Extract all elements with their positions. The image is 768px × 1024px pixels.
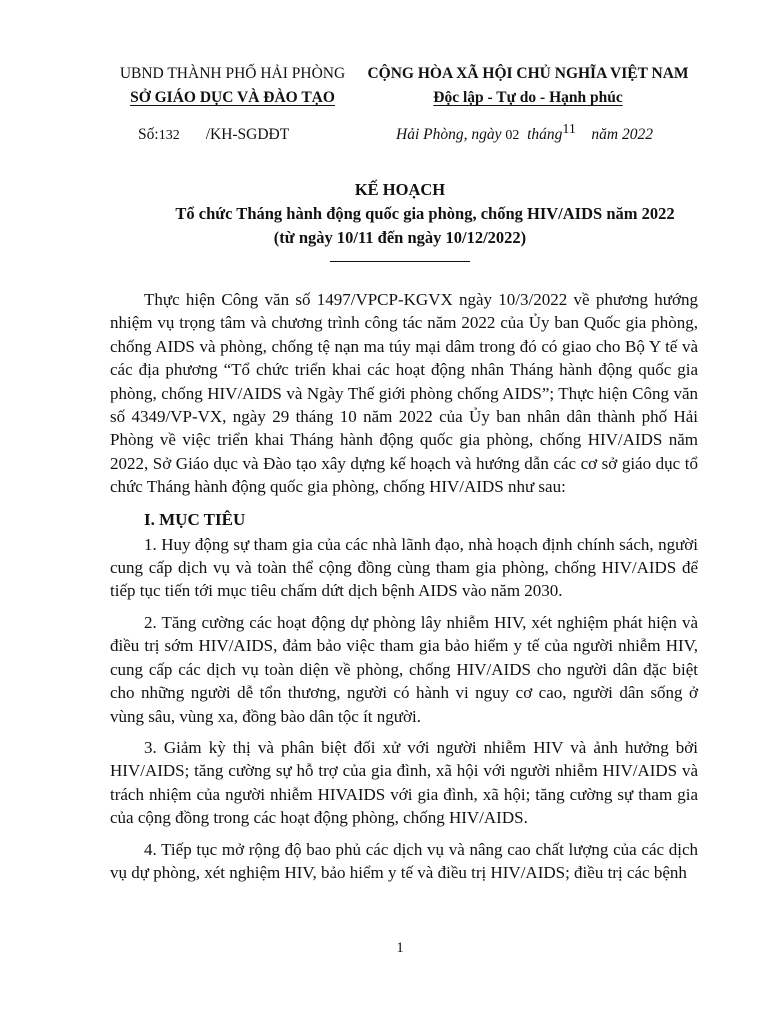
section-heading: I. MỤC TIÊU bbox=[144, 509, 246, 529]
document-title: KẾ HOẠCH bbox=[354, 180, 446, 199]
document-subtitle: Tổ chức Tháng hành động quốc gia phòng, chống HIV/AIDS năm 2022 bbox=[175, 204, 675, 223]
authority-line-1: UBND THÀNH PHỐ HẢI PHÒNG bbox=[119, 65, 346, 82]
dateline-place: Hải Phòng, ngày bbox=[396, 126, 502, 143]
reference-number: 132 bbox=[158, 128, 180, 143]
dateline-month: 11 bbox=[562, 122, 576, 137]
dateline-day: 02 bbox=[505, 128, 520, 143]
objective-item-1: 1. Huy động sự tham gia của các nhà lãnh đạo, nhà hoạch định chính sách, người cung cấp dịch vụ và toàn thể cộng đồng cùng tham gia phòng, chống HIV/AIDS để tiếp tục tiến tới mục tiêu chấm dứt dịch bệnh AIDS vào năm 2030. bbox=[110, 534, 698, 601]
national-motto bbox=[358, 62, 698, 110]
objective-item-3: 3. Giảm kỳ thị và phân biệt đối xử với người nhiễm HIV và ảnh hưởng bởi HIV/AIDS; tăng cường sự hỗ trợ của gia đình, xã hội với người nhiễm HIV/AIDS và trách nhiệm của người nhiễm HIVAIDS với gia đình, xã hội; tăng cường sự tham gia của cộng đồng trong các hoạt động phòng, chống HIV/AIDS. bbox=[110, 737, 698, 828]
dateline-year: năm 2022 bbox=[591, 126, 653, 143]
page-number: 1 bbox=[396, 940, 404, 956]
motto: Độc lập - Tự do - Hạnh phúc bbox=[433, 89, 623, 106]
authority-line-2: SỞ GIÁO DỤC VÀ ĐÀO TẠO bbox=[130, 89, 335, 106]
title-divider bbox=[330, 261, 470, 262]
issuing-authority bbox=[100, 62, 365, 110]
intro-paragraph: Thực hiện Công văn số 1497/VPCP-KGVX ngày 10/3/2022 về phương hướng nhiệm vụ trọng tâm và chương trình công tác năm 2022 của Ủy ban Quốc gia phòng, chống AIDS và phòng, chống tệ nạn ma túy mại dâm trong đó có giao cho Bộ Y tế và các địa phương “Tổ chức triển khai các hoạt động nhân Tháng hành động quốc gia phòng, chống HIV/AIDS và Ngày Thế giới phòng chống AIDS”; Thực hiện Công văn số 4349/VP-VX, ngày 29 tháng 10 năm 2022 của Ủy ban nhân dân thành phố Hải Phòng về việc triển khai Tháng hành động quốc gia phòng, chống HIV/AIDS năm 2022, Sở Giáo dục và Đào tạo xây dựng kế hoạch và hướng dẫn các cơ sở giáo dục tổ chức Tháng hành động quốc gia phòng, chống HIV/AIDS như sau: bbox=[110, 290, 698, 497]
country-name: CỘNG HÒA XÃ HỘI CHỦ NGHĨA VIỆT NAM bbox=[367, 65, 689, 82]
document-title-block bbox=[100, 178, 700, 250]
objective-item-2: 2. Tăng cường các hoạt động dự phòng lây nhiễm HIV, xét nghiệm phát hiện và điều trị sớm HIV/AIDS, đảm bảo việc tham gia bảo hiểm y tế của người nhiễm HIV, cung cấp các dịch vụ toàn diện về phòng, chống HIV/AIDS cho người dân đặc biệt cho những người dễ tổn thương, người có hành vi nguy cơ cao, người dân sống ở vùng sâu, vùng xa, đồng bào dân tộc ít người. bbox=[110, 612, 698, 726]
dateline bbox=[396, 122, 653, 144]
document-body bbox=[110, 288, 698, 884]
dateline-month-label: tháng bbox=[527, 126, 563, 143]
document-reference bbox=[138, 126, 289, 144]
reference-prefix: Số: bbox=[138, 126, 159, 143]
objective-item-4: 4. Tiếp tục mở rộng độ bao phủ các dịch vụ và nâng cao chất lượng của các dịch vụ dự phòng, xét nghiệm HIV, bảo hiểm y tế và điều trị HIV/AIDS; điều trị các bệnh bbox=[110, 839, 698, 882]
document-period: (từ ngày 10/11 đến ngày 10/12/2022) bbox=[273, 228, 527, 247]
reference-code: /KH-SGDĐT bbox=[205, 126, 290, 143]
